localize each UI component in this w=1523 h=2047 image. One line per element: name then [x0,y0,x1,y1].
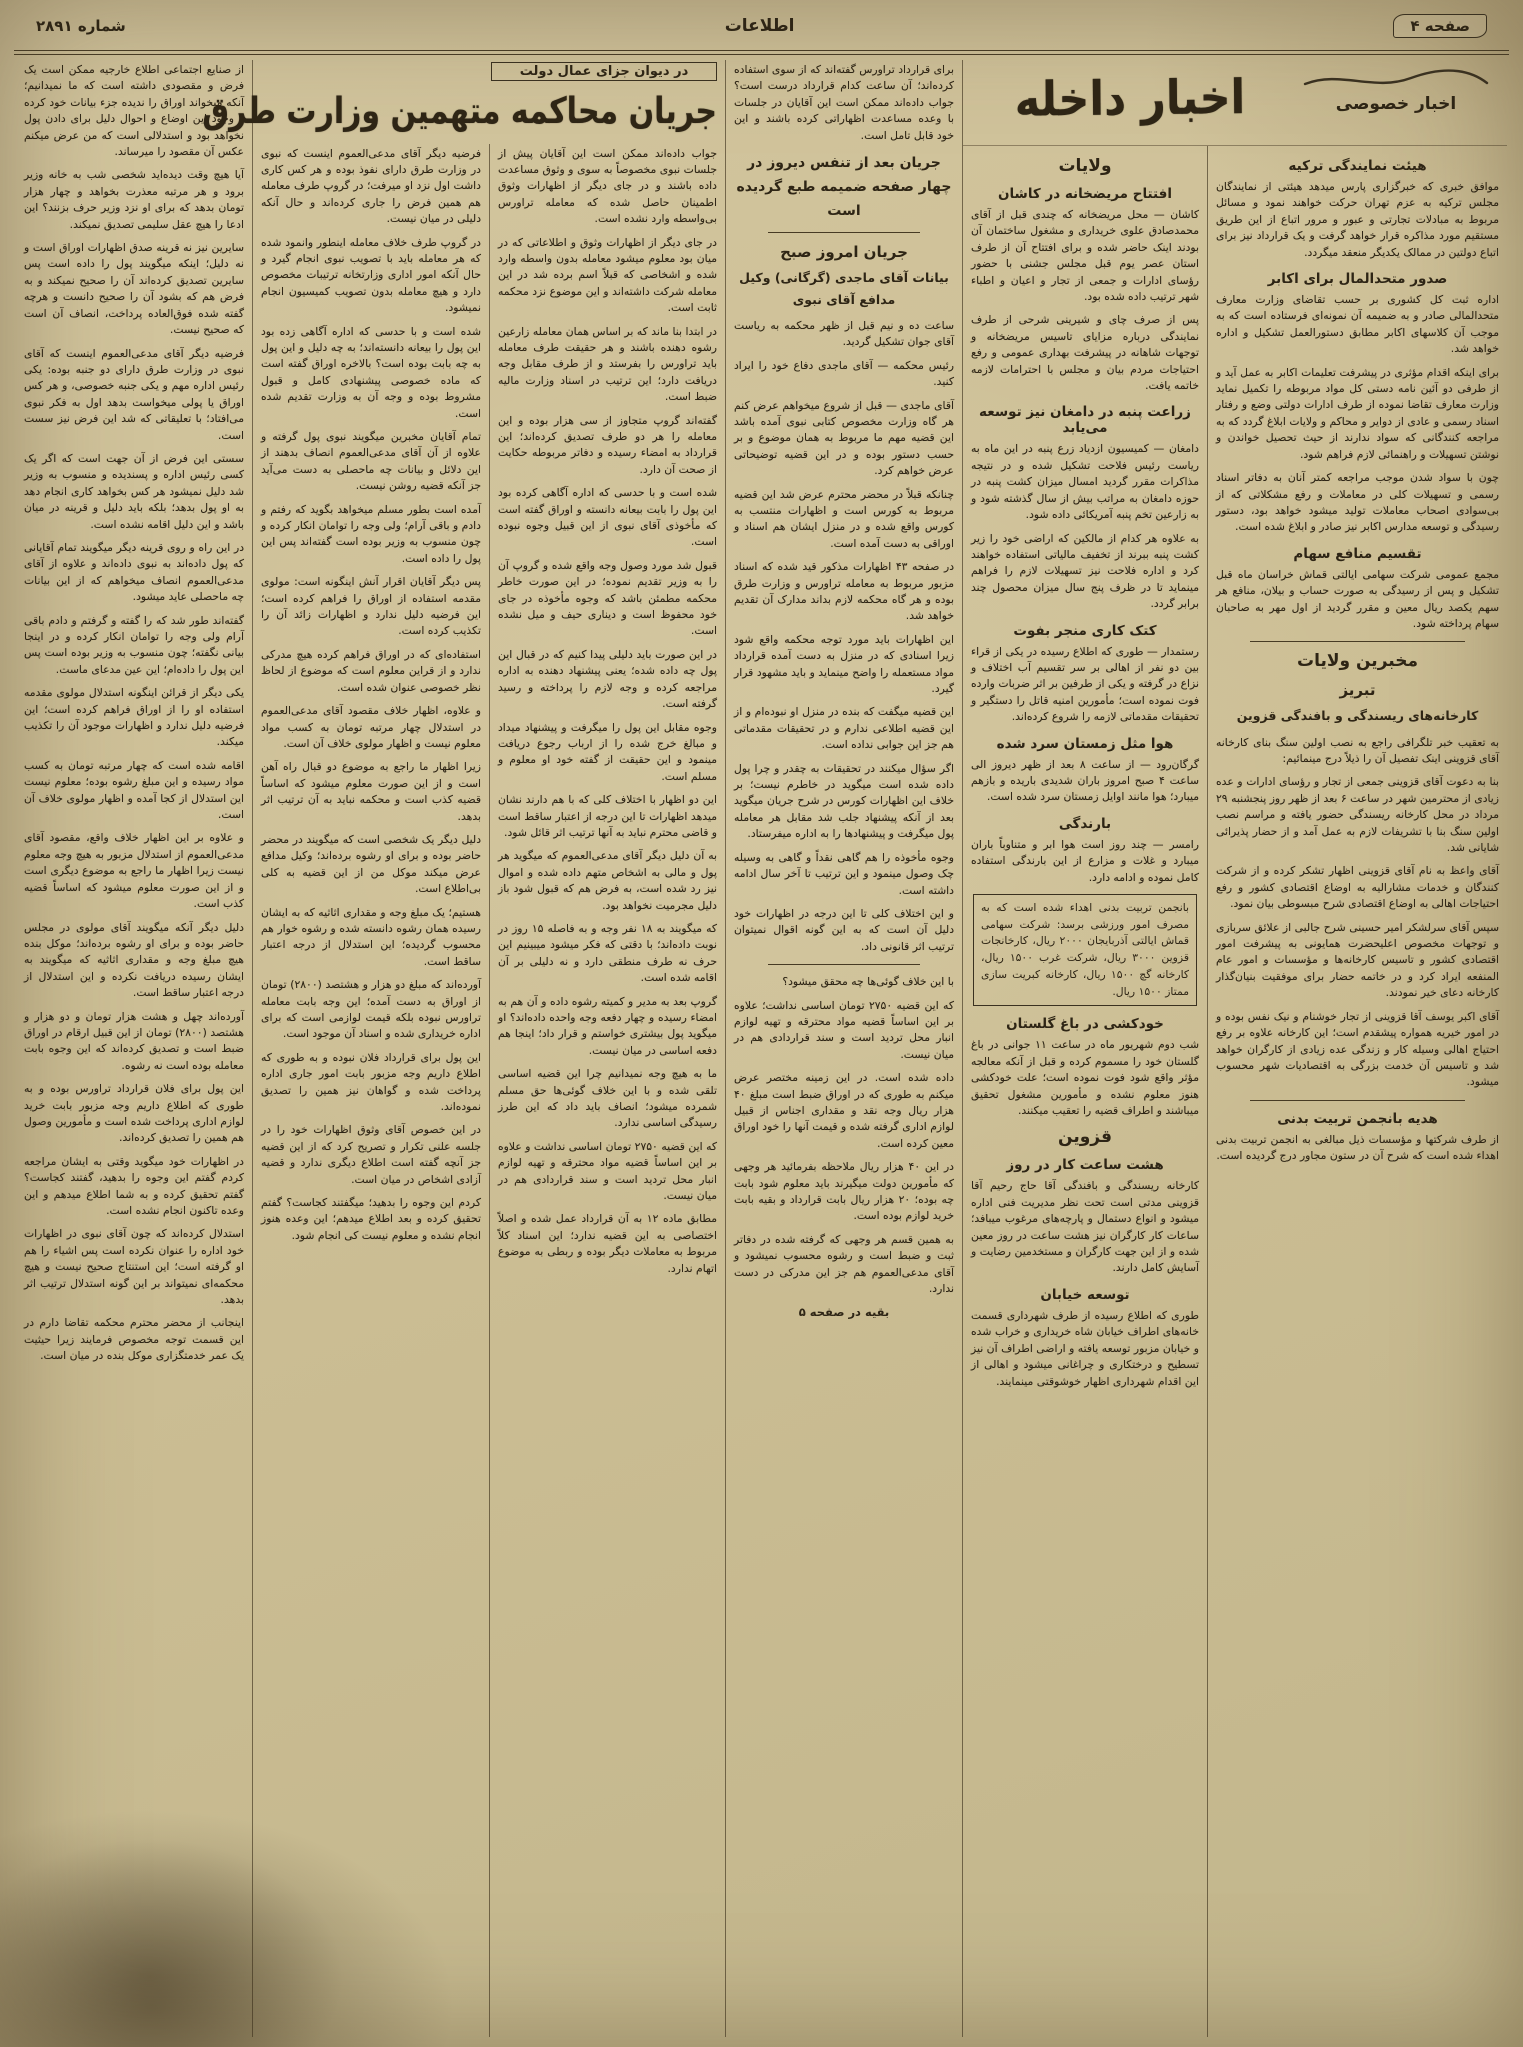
paragraph: اگر سؤال میکنند در تحقیقات به چقدر و چرا پول داده شده است میگوید در خاطرم نیست؛ بر خلاف این اظهارات کورس در شرح جریان میگوید بعد از آنکه پیشنهاد جلب شد مقابل هر معامله پول میگرفت و پیشنهادها را به اداره میفرستاد. [734,761,954,841]
section-heading: قزوین [1058,1127,1112,1148]
column-private-news [1207,146,1507,2037]
paragraph: طوری که اطلاع رسیده از طرف شهرداری قسمت خانه‌های اطراف خیابان شاه خریداری و خراب شده و خیابان مزبور توسعه یافته و اراضی اطراف آن نیز تسطیح و درختکاری و چراغانی میشود و اهالی از این اقدام شهرداری اظهار خوشوقتی مینمایند. [971,1308,1199,1388]
paragraph: در این راه و روی قرینه دیگر میگویند تمام آقایانی که پول داده‌اند به نبوی داده‌اند و علاوه از آقای مدعی‌العموم انصاف میخواهم که از این بیانات چه ماحصلی عاید میشود. [24,540,244,604]
article-heading: خودکشی در باغ گلستان [1006,1016,1164,1033]
paragraph: پس دیگر آقایان اقرار آنش اینگونه است: مولوی مقدمه استفاده از اوراق را فراهم کرده است؛ این فرضیه دلیل ندارد و اظهارات زائد آن را تکذیب کرده است. [261,575,481,638]
paragraph: تمام آقایان مخبرین میگویند نبوی پول گرفته و علاوه از آن آقای مدعی‌العموم انصاف بدهند از این دلائل و بیانات چه ماحصلی به دست می‌آید جز آنکه قضیه روشن نیست. [261,430,481,493]
paragraph: آقای اکبر یوسف آقا قزوینی از تجار خوشنام و نیک نفس بوده و در امور خیریه همواره پیشقدم است؛ این کارخانه علاوه بر رفع احتیاج اهالی وسیله کار و زندگی عده زیادی از کارگران خواهد شد و تاسیس آن خدمت بزرگی به اقتصادیات شهر محسوب میشود. [1216,1009,1499,1089]
paragraph: پس از صرف چای و شیرینی شرحی از طرف نمایندگی درباره مزایای تاسیس مریضخانه و توجهات شاهانه در پیشرفت بهداری عمومی و رفع احتیاجات مردم بیان و مجلس با احترامات لازمه خاتمه یافت. [971,313,1199,393]
paragraph: از طرف شرکتها و مؤسسات ذیل مبالغی به انجمن تربیت بدنی اهداء شده است که شرح آن در ستون مجاور درج گردیده است. [1216,1132,1499,1163]
domestic-subcolumns [963,146,1507,2037]
article-heading: افتتاح مریضخانه در کاشان [997,186,1173,202]
article-heading: هشت ساعت کار در روز [1006,1157,1164,1174]
paragraph: اینجانب از محضر محترم محکمه تقاضا دارم در این قسمت توجه مخصوص فرمایند زیرا حیثیت یک عمر خدمتگزاری موکل بنده در میان است. [24,1316,244,1363]
paragraph: وجوه مأخوذه را هم گاهی نقداً و گاهی به وسیله چک وصول مینمود و این ترتیب تا آخر سال ادامه داشته است. [734,850,954,897]
paragraph: اقامه شده است که چهار مرتبه تومان به کسب مواد رسیده و این مبلغ رشوه بوده؛ معلوم نیست این استدلال از کجا آمده و اظهار مولوی خلاف آن است. [24,758,244,822]
paragraph: جواب داده‌اند ممکن است این آقایان پیش از جلسات نبوی مخصوصاً به سوی و وثوق مساعدت داده باشند و در جای دیگر از اظهارات وثوق اطمینان حاصل شده که معامله تراورس بی‌واسطه وارد نشده است. [498,146,717,226]
paragraph: کارخانه ریسندگی و بافندگی آقا حاج رحیم آقا قزوینی مدتی است تحت نظر مدیریت فنی اداره میشود و انواع دستمال و پارچه‌های مرغوب میبافد؛ ساعات کار کارگران نیز هشت ساعت در روز معین شده و از این جهت کارگران و مستخدمین رضایت و آسایش کامل دارند. [971,1179,1199,1275]
paragraph: آورده‌اند چهل و هشت هزار تومان و دو هزار و هشتصد (۲۸۰۰) تومان از این قبیل ارقام در اوراق ضبط است و تصدیق کرده‌اند که این وجوه بابت معامله بوده است نه رشوه. [24,1009,244,1072]
trial-headline-group [202,60,725,2037]
paragraph: و علاوه، اظهار خلاف مقصود آقای مدعی‌العموم در استدلال چهار مرتبه تومان به کسب مواد معلوم نیست و اظهار مولوی خلاف آن است. [261,704,481,750]
paragraph: رستمدار — طوری که اطلاع رسیده در یکی از قراء بین دو نفر از اهالی بر سر تقسیم آب اختلاف و نزاع در گرفته و یکی از طرفین بر اثر ضربات وارده فوت نموده است؛ مأمورین امنیه قاتل را دستگیر و تحقیقات مقدماتی لازمه را شروع کرده‌اند. [971,644,1199,724]
city-heading: تبریز [1339,681,1376,700]
paragraph: آمده است بطور مسلم میخواهد بگوید که رفتم و دادم و باقی آرام؛ ولی وجه را توامان انکار کرده و چون منسوب به وزیر بوده است گفته‌اند پس این پول را داده است. [261,502,481,565]
paragraph: در جای دیگر از اظهارات وثوق و اطلاعاتی که در میان بود معلوم میشود معامله بدون واسطه وارد شده و اشخاصی که قبلاً اسم برده شد در این معامله شرکت داشته‌اند و این موضوع نزد محکمه ثابت است. [498,235,717,315]
article-heading: هوا مثل زمستان سرد شده [996,735,1174,752]
kicker-box: در دیوان جزای عمال دولت [491,62,717,81]
page-number-label: صفحه ۴ [1393,14,1487,38]
column-provinces [963,146,1207,2037]
paragraph: شب دوم شهریور ماه در ساعت ۱۱ جوانی در باغ گلستان خود را مسموم کرده و قبل از آنکه معالجه مؤثر واقع شود فوت نموده است؛ علت خودکشی هنوز معلوم نشده و مأمورین مشغول تحقیق میباشند و اطراف قضیه را تعقیب میکنند. [971,1038,1200,1118]
paragraph: اداره ثبت کل کشوری بر حسب تقاضای وزارت معارف متحدالمالی صادر و به ضمیمه آن نمونه‌ای فرستاده است که به موجب آن کلاسهای اکابر مطابق دستورالعمل تشکیل و اداره خواهد شد. [1216,293,1499,356]
paragraph: در صفحه ۴۳ اظهارات مذکور قید شده که اسناد مزبور مربوط به معامله تراورس و وزارت طرق بوده و هر گاه محکمه لازم بداند مدارک آن تقدیم خواهد شد. [734,560,955,623]
paragraph: قبول شد مورد وصول وجه واقع شده و گروپ آن را به وزیر تقدیم نموده؛ در این صورت خاطر محکمه مطمئن باشد که وجوه مأخوذه در جای خود محفوظ است و دیناری حیف و میل نشده است. [498,558,717,638]
masthead [36,8,1487,44]
divider-rule [1250,1100,1465,1101]
paragraph: چنانکه قبلاً در محضر محترم عرض شد این قضیه مربوط به کورس است و اظهارات منتسب به کورس واقع شده و در منزل ایشان هم اسناد و اوراقی به دست آمده است. [734,487,954,550]
paragraph: برای قرارداد تراورس گفته‌اند که از سوی استفاده کرده‌اند؛ آن ساعت کدام قرارداد درست است؟ جواب داده‌اند ممکن است این آقایان در جلسات با وعده مساعدت اظهاراتی کرده باشند و این خود قابل تامل است. [733,63,954,142]
paragraph: سپس آقای سرلشکر امیر حسینی شرح جالبی از علائق سربازی و توجهات مخصوص اعلیحضرت همایونی به پیشرفت امور اقتصادی کشور و تاسیس کارخانه‌ها و مؤسسات و امور عام المنفعه ایراد کرد و در خاتمه حضار برای موفقیت بنیان‌گذار کارخانه دعای خیر نمودند. [1216,920,1499,1000]
paragraph: وجوه مقابل این پول را میگرفت و پیشنهاد میداد و مبالغ خرج شده را از ارباب رجوع دریافت مینمود و این حقیقت از گفته خود او معلوم و مسلم است. [498,720,717,783]
paragraph: استفاده‌ای که در اوراق فراهم کرده هیچ مدرکی ندارد و از قراین معلوم است که موضوع از لحاظ نظر خصوصی عنوان شده است. [261,647,481,694]
paragraph: موافق خبری که خبرگزاری پارس میدهد هیئتی از نمایندگان مجلس ترکیه به عزم تهران حرکت خواهند نمود و مسائل مربوط به مبادلات تجارتی و عبور و مرور اتباع از این طریق مستقیم مورد مذاکره قرار خواهد گرفت و یک قرارداد نیز برای اتباع دولتین در ممالک یکدیگر منعقد میگردد. [1216,180,1499,259]
paragraph: فرضیه دیگر آقای مدعی‌العموم اینست که آقای نبوی در وزارت طرق دارای دو جنبه بوده: یکی رئیس اداره مهم و یکی جنبه خصوصی، و هر کس اوراق یا پولی میخواست بدهد اول به فکر نبوی می‌افتاد؛ با تعلیقاتی که شد این فرض نیز سست است. [24,346,244,442]
paragraph: هستیم؛ یک مبلغ وجه و مقداری اثاثیه که به ایشان رسیده همان رشوه دانسته شده و رشوه خوار هم محسوب گردیده؛ این استدلال از درجه اعتبار ساقط است. [261,905,481,968]
paragraph: این پول برای فلان قرارداد تراورس بوده و به طوری که اطلاع داریم وجه مزبور بابت خرید لوازم اداری پرداخت شده است و مأمورین وصول هم همین را تصدیق کرده‌اند. [24,1082,244,1145]
paragraph: این قضیه میگفت که بنده در منزل او نبوده‌ام و از این قضیه اطلاعی ندارم و در تحقیقات مقدماتی هم جز این جوابی نداده است. [734,705,954,752]
paragraph: آیا هیچ وقت دیده‌اید شخصی شب به خانه وزیر برود و هر مرتبه معذرت بخواهد و چهار هزار تومان بدهد که برای او نزد وزیر حرف بزنند؟ این ادعا را هیچ عقل سلیمی تصدیق نمیکند. [24,168,244,231]
column-trial-right [725,60,962,2037]
paragraph: با این خلاف گوئی‌ها چه محقق میشود؟ [782,975,954,989]
paragraph: که این قضیه ۲۷۵۰ تومان اساسی نداشت؛ علاوه بر این اساساً قضیه مواد محترقه و تهیه لوازم انبار محل تردید است و سند قراردادی هم در میان نیست. [734,998,954,1061]
paragraph: استدلال کرده‌اند که چون آقای نبوی در اظهارات خود اداره را عنوان نکرده است پس اشیاء را هم او گرفته است؛ این استنتاج صحیح نیست و هیچ محکمه‌ای نمیتواند بر این گونه استدلال ترتیب اثر بدهد. [24,1227,244,1307]
article-heading: زراعت پنبه در دامغان نیز توسعه می‌یابد [979,404,1191,437]
paragraph: و علاوه بر این اظهار خلاف واقع، مقصود آقای مدعی‌العموم از استدلال مزبور به هیچ وجه معلوم نیست زیرا اظهار ما راجع به موضوع دیگری است و از این صورت معلوم میشود که اساساً قضیه کذب است. [24,831,244,911]
paragraph: زیرا اظهار ما راجع به موضوع دو قبال راه آهن است و از این صورت معلوم میشود که اساساً قضیه کذب است و محکمه نباید به آن ترتیب اثر بدهد. [261,760,481,823]
paragraph: سستی این فرض از آن جهت است که اگر یک کسی رئیس اداره و پسندیده و منسوب به وزیر شد دلیل نمیشود هر کس بخواهد کاری انجام دهد به او پول بدهد؛ بلکه باید دلیل و قرینه در میان باشد و این دلیل اقامه نشده است. [24,451,244,531]
paragraph: این دو اظهار با اختلاف کلی که با هم دارند نشان میدهد اظهارات تا این درجه از اعتبار ساقط است و قاضی محترم نباید به آنها ترتیب اثر قائل شود. [498,793,717,839]
divider-rule [768,964,920,965]
article-heading: هیئت نمایندگی ترکیه [1288,158,1427,174]
paragraph: آقای ماجدی — قبل از شروع میخواهم عرض کنم هر گاه وزارت مخصوص کتابی نبوی آمده باشد این قضیه مهم ما مربوط به همان موضوع و بر حسب دستور بوده و در این قضیه توضیحاتی عرض خواهم کرد. [734,398,954,478]
article-heading: توسعه خیابان [1040,1286,1130,1303]
city-heading: جریان امروز صبح [780,243,908,262]
paragraph: که میگویند به ۱۸ نفر وجه و به فاصله ۱۵ روز در نوبت داده‌اند؛ با دقتی که فکر میشود میبینیم این حرف نه طرف منطقی دارد و نه دلیلی بر آن اقامه شده است. [498,921,718,985]
domestic-news-banner [963,60,1507,146]
paragraph: گرگان‌رود — از ساعت ۸ بعد از ظهر دیروز الی ساعت ۴ صبح امروز باران شدیدی باریده و بازهم میبارد؛ هوا مانند اوایل زمستان سرد شده است. [971,757,1200,804]
banner-side [1291,62,1501,114]
domestic-news-title: اخبار داخله [1014,70,1246,128]
paragraph: سایرین نیز نه قرینه صدق اظهارات اوراق است و نه دلیل؛ اینکه میگویند پول را داده است پس سایرین تصدیق کرده‌اند آن را صحیح نمیکند و به فرض هم که بشود آن را صحیح دانست و هرچه گفته شده فوق‌العاده پرداخت، انصاف آن است که صحیح نیست. [24,241,244,337]
column-trial-middle-right [489,144,725,2038]
paragraph: مطابق ماده ۱۲ به آن قرارداد عمل شده و اصلاً اختصاصی به این قضیه ندارد؛ این اسناد کلاً مربوط به معاملات دیگر بوده و ربطی به موضوع اتهام ندارد. [498,1212,718,1275]
paragraph: در این صورت باید دلیلی پیدا کنیم که در قبال این پول چه داده شده؛ یعنی پیشنهاد دهنده به اداره مراجعه کرده و وجه لازم را پرداخته و رسید گرفته است. [498,647,717,711]
paragraph: کردم این وجوه را بدهید؛ میگفتند کجاست؟ گفتم تحقیق کرده و بعد اطلاع میدهم؛ این وعده هنوز انجام نشده و معلوم نیست کی انجام شود. [261,1196,481,1242]
paragraph: رئیس محکمه — آقای ماجدی دفاع خود را ایراد کنید. [734,358,954,389]
paragraph: ساعت ده و نیم قبل از ظهر محکمه به ریاست آقای جوان تشکیل گردید. [734,318,954,349]
byline-heading: بیانات آقای ماجدی (گرگانی) وکیل مدافع آقای نبوی [739,270,949,307]
paragraph: در این ۴۰ هزار ریال ملاحظه بفرمائید هر وجهی که مأمورین دولت میگیرند باید معلوم شود بابت چه بوده؛ ۲۰ هزار ریال بابت قرارداد و بقیه بابت خرید لوازم بوده است. [734,1160,954,1223]
paragraph: آقای واعظ به نام آقای قزوینی اظهار تشکر کرده و از شرکت کنندگان و خدمات مشارالیه به اوضاع اقتصادی کشور و رفع احتیاجات اهالی به اوضاع اقتصادی شرح مبسوطی بیان نمود. [1216,864,1499,911]
paragraph: به آن دلیل دیگر آقای مدعی‌العموم که میگوید هر پول و مالی به اشخاص متهم داده شده و اموال نیز رد شده است، به فرض هم که قبول شود باز دلیل مجرمیت نخواهد بود. [498,849,717,912]
paragraph: در ابتدا بنا ماند که بر اساس همان معامله زارعین رشوه دهنده باشند و هر حقیقت طرف معامله باید تراورس را بفرستد و از طرف مقابل وجه دریافت دارد؛ این ترتیب در اسناد وزارت مالیه ضبط است. [498,324,717,404]
paragraph: شده است و با حدسی که اداره آگاهی کرده بود این پول را بابت بیعانه دانسته و اوراق گفته است که مأخوذی آقای نبوی از این قبیل وجوه نبوده است. [498,486,717,549]
paragraph: به تعقیب خبر تلگرافی راجع به نصب اولین سنگ بنای کارخانه آقای قزوینی اینک تفصیل آن را ذیلاً درج مینمائیم: [1216,735,1499,765]
article-heading: کتک کاری منجر بفوت [1013,622,1157,639]
paragraph: چون با سواد شدن موجب مراجعه کمتر آنان به دفاتر اسناد رسمی و تسهیلات کلی در معاملات و رفع مشکلاتی که از بی‌سوادی اصحاب معاملات تولید میشود خواهد بود، دستور رسیدگی و توسعه مدارس اکابر نیز صادر و ابلاغ شده است. [1216,471,1499,534]
paragraph: کاشان — محل مریضخانه که چندی قبل از آقای محمدصادق علوی خریداری و مشغول ساختمان آن بودند اینک حاضر شده و برای افتتاح آن از طرف استان عصر یوم قبل مجلس جشنی با حضور رؤسای ادارات و جمعی از تجار و اعیان و اطباء شهر ترتیب داده شده بود. [971,208,1199,304]
domestic-news-group [962,60,1507,2037]
page-columns [16,60,1507,2037]
article-heading: هدیه بانجمن تربیت بدنی [1277,1110,1438,1127]
issue-number-label: شماره ۲۸۹۱ [36,17,126,35]
paragraph: در گروپ طرف خلاف معامله اینطور وانمود شده که هر معامله باید با تصویب نبوی انجام گیرد و حال آنکه امور اداری وزارتخانه ترتیبات مخصوص دارد و هیچ معامله بدون تصویب کمیسیون انجام نمیشود. [261,235,481,315]
main-headline: جریان محاکمه متهمین وزارت طرق [202,90,717,133]
section-heading: مخبرین ولایات [1297,651,1418,672]
sub-headline: جریان بعد از تنفس دیروز در چهار صفحه ضمیمه طبع گردیده است [736,155,952,219]
paragraph: این اظهارات باید مورد توجه محکمه واقع شود زیرا اسنادی که در منزل به دست آمده قرارداد مواد مستعمله را واضح مینماید و باید مشهود قرار گیرد. [734,632,954,696]
paragraph: برای اینکه اقدام مؤثری در پیشرفت تعلیمات اکابر به عمل آید و از طرفی دو آئین نامه دستی کل مواد مربوطه را تکمیل نماید وزارت معارف تقاضا نموده از طرف ادارات دولتی وضع و رفتار اسناد رسمی و عادی از دوایر و محاکم و ولایات ابلاغ گردد که به مراجعه کنندگانی که سواد ندارند از حیث تحصیل خواندن و نوشتن تسهیلات و راهنمائی لازم فراهم شود. [1216,365,1499,461]
paper-name: اطلاعات [724,16,795,36]
trial-subcolumns [253,144,725,2038]
column-trial-left [16,60,252,2037]
paragraph: و این اختلاف کلی تا این درجه در اظهارات خود دلیل آن است که به این گونه اقوال نمیتوان ترتیب اثر قانونی داد. [734,906,954,953]
paragraph: مجمع عمومی شرکت سهامی ایالتی قماش خراسان ماه قبل تشکیل و پس از رسیدگی به صورت حساب و بیلان، منافع هر سهم یکصد ریال معین و مقرر گردید از اول مهر به صاحبان سهام پرداخته شود. [1216,567,1499,630]
paragraph: دامغان — کمیسیون ازدیاد زرع پنبه در این ماه به ریاست رئیس فلاحت تشکیل شده و در نتیجه مذاکرات مقرر گردید امسال میزان کشت پنبه در حوزه دامغان به مراتب بیش از سال گذشته شود و به زارعین تخم پنبه آمریکائی داده شود. [971,442,1199,522]
paragraph: در این خصوص آقای وثوق اظهارات خود را در جلسه علنی تکرار و تصریح کرد که از این قضیه جز آنچه گفته است اطلاع دیگری ندارد و قضیه آزادی اشخاص در میان است. [261,1123,481,1186]
paragraph: بنا به دعوت آقای قزوینی جمعی از تجار و رؤسای ادارات و عده زیادی از محترمین شهر در ساعت ۶ بعد از ظهر روز پنجشنبه ۲۹ مرداد در محل کارخانه ریسندگی حضور یافته و مراسم نصب اولین سنگ بنا با تشریفات لازم به عمل آمد و از حضار پذیرائی شایانی شد. [1216,775,1500,855]
article-heading: تقسیم منافع سهام [1293,545,1422,562]
paragraph: گفته‌اند گروپ متجاوز از سی هزار بوده و این معامله را هر دو طرف تصدیق کرده‌اند؛ این قرارداد به امضاء رسیده و دفاتر مربوطه حکایت از صحت آن دارد. [498,413,717,476]
divider-rule [768,232,920,233]
paragraph: دلیل دیگر آنکه میگویند آقای مولوی در مجلس حاضر بوده و برای او رشوه برده‌اند؛ موکل بنده هیچ مبلغ وجه و مقداری اثاثیه که میگویند به ایشان رسیده دریافت نکرده و این استدلال از درجه اعتبار ساقط است. [24,920,244,1000]
private-news-label: اخبار خصوصی [1335,94,1457,114]
paragraph: در اظهارات خود میگوید وقتی به ایشان مراجعه کردم گفتم این وجوه را بدهید، گفتند کجاست؟ گفتم تحقیق کرده و به شما اطلاع میدهم و این وعده تاکنون انجام نشده است. [24,1154,244,1217]
section-heading: ولایات [1058,156,1112,176]
byline-heading: کارخانه‌های ریسندگی و بافندگی قزوین [1236,708,1479,724]
paragraph: داده شده است. در این زمینه مختصر عرض میکنم به طوری که در اوراق ضبط است مبلغ ۴۰ هزار ریال وجه نقد و مقداری اجناس از قبیل لوازم اداری گرفته شده و قیمت آنها را خود اوراق معین کرده است. [734,1071,954,1150]
calligraphic-flourish-icon [1301,68,1491,92]
divider-rule [1250,641,1465,642]
paragraph: آورده‌اند که مبلغ دو هزار و هشتصد (۲۸۰۰) تومان از اوراق به دست آمده؛ این وجه بابت معامله تراورس نبوده بلکه قیمت لوازمی است که برای اداره خریداری شده و اسناد آن موجود است. [261,978,481,1041]
continuation-note: بقیه در صفحه ۵ [798,1305,890,1320]
paragraph: گفته‌اند طور شد که را گفته و گرفتم و دادم باقی آرام ولی وجه را توامان انکار کرده و در اینجا بیانی نگفته؛ چون منسوب به وزیر بوده است پس این پول را داده‌ام؛ این عین مدعای ماست. [24,613,244,676]
paragraph: یکی دیگر از قرائن اینگونه استدلال مولوی مقدمه استفاده او را از اوراق فراهم کرده است؛ این فرضیه دلیل ندارد و اظهارات موجود آن را تکذیب میکند. [24,686,244,749]
paragraph: که این قضیه ۲۷۵۰ تومان اساسی نداشت و علاوه بر این اساساً قضیه مواد محترقه و تهیه لوازم انبار محل تردید است و سند قراردادی هم در میان نیست. [498,1139,717,1203]
paragraph: به همین قسم هر وجهی که گرفته شده در دفاتر ثبت و ضبط است و رشوه محسوب نمیشود و آقای مدعی‌العموم هم جز این مدرکی در دست ندارد. [734,1232,954,1296]
paragraph: دلیل دیگر یک شخصی است که میگویند در محضر حاضر بوده و برای او رشوه برده‌اند؛ وکیل مدافع عرض میکند موکل من از این قضیه به کلی بی‌اطلاع است. [261,832,481,896]
donation-list-box: بانجمن تربیت بدنی اهداء شده است که به مصرف امور ورزشی برسد: شرکت سهامی قماش ایالتی آذربایجان ۲۰۰۰ ریال، کارخانجات قزوین ۳۰۰۰ ریال، شرکت غرب ۱۵۰۰ ریال، کارخانه گچ ۱۵۰۰ ریال، کارخانه کبریت سازی ممتاز ۱۵۰۰ ریال. [973,894,1197,1006]
masthead-double-rule [14,50,1509,55]
trial-headline-block [202,60,725,144]
paragraph: رامسر — چند روز است هوا ابر و متناوباً باران میبارد و غلات و مزارع از این بارندگی استفاده کامل نموده و ادامه دارد. [971,837,1199,884]
paragraph: این پول برای قرارداد فلان نبوده و به طوری که اطلاع داریم وجه مزبور بابت امور جاری اداره پرداخت شده و گواهان نیز همین را تصدیق نموده‌اند. [261,1050,481,1114]
article-heading: صدور متحدالمال برای اکابر [1267,271,1448,288]
paragraph: فرضیه دیگر آقای مدعی‌العموم اینست که نبوی در وزارت طرق دارای نفوذ بوده و هر کس کاری داشت اول نزد او میرفت؛ در گروپ طرف معامله هم همین فرض را جاری کرده‌اند و حال آنکه دلیلی در میان نیست. [261,146,481,226]
paragraph: گروپ بعد به مدیر و کمیته رشوه داده و آن هم به امضاء رسیده و چهار دفعه وجه واحده داده‌اند؟ او میگوید پول بیشتری خواستم و قرار داد؛ اینجا هم دفعه اساسی در میان نیست. [498,994,717,1057]
article-heading: بارندگی [1058,815,1112,832]
paragraph: ما به هیچ وجه نمیدانیم چرا این قضیه اساسی تلقی شده و با این خلاف گوئی‌ها حق مسلم شمرده میشود؛ انصاف باید داد که این طرز رسیدگی اساسی ندارد. [498,1067,717,1130]
paragraph: شده است و با حدسی که اداره آگاهی زده بود این پول را بیعانه دانسته‌اند؛ به چه دلیل و این پول به چه بابت بوده است؟ بالاخره اوراق گفته است که ماده خصوصی پیشنهادی کامل و قبول مشروط بوده و وجه آن به وزارت تقدیم شده است. [261,324,481,420]
paragraph: از صنایع اجتماعی اطلاع خارجیه ممکن است یک فرض و مقصودی داشته است که ما نمیدانیم؛ آنکه میخواند اوراق را ندیده جزء بیانات خود کرده و وجود این اوضاع و احوال دلیل برای دادن پول نخواهد بود و استدلالی است که من عرض میکنم عکس آن مقصود را میرساند. [24,63,244,159]
paragraph: به علاوه هر کدام از مالکین که اراضی خود را زیر کشت پنبه ببرند از تخفیف مالیاتی استفاده خواهند کرد و اداره فلاحت نیز تسهیلات لازم را فراهم مینماید تا در ظرف پنج سال میزان محصول چند برابر گردد. [971,531,1199,611]
column-trial-middle-left [253,144,489,2038]
